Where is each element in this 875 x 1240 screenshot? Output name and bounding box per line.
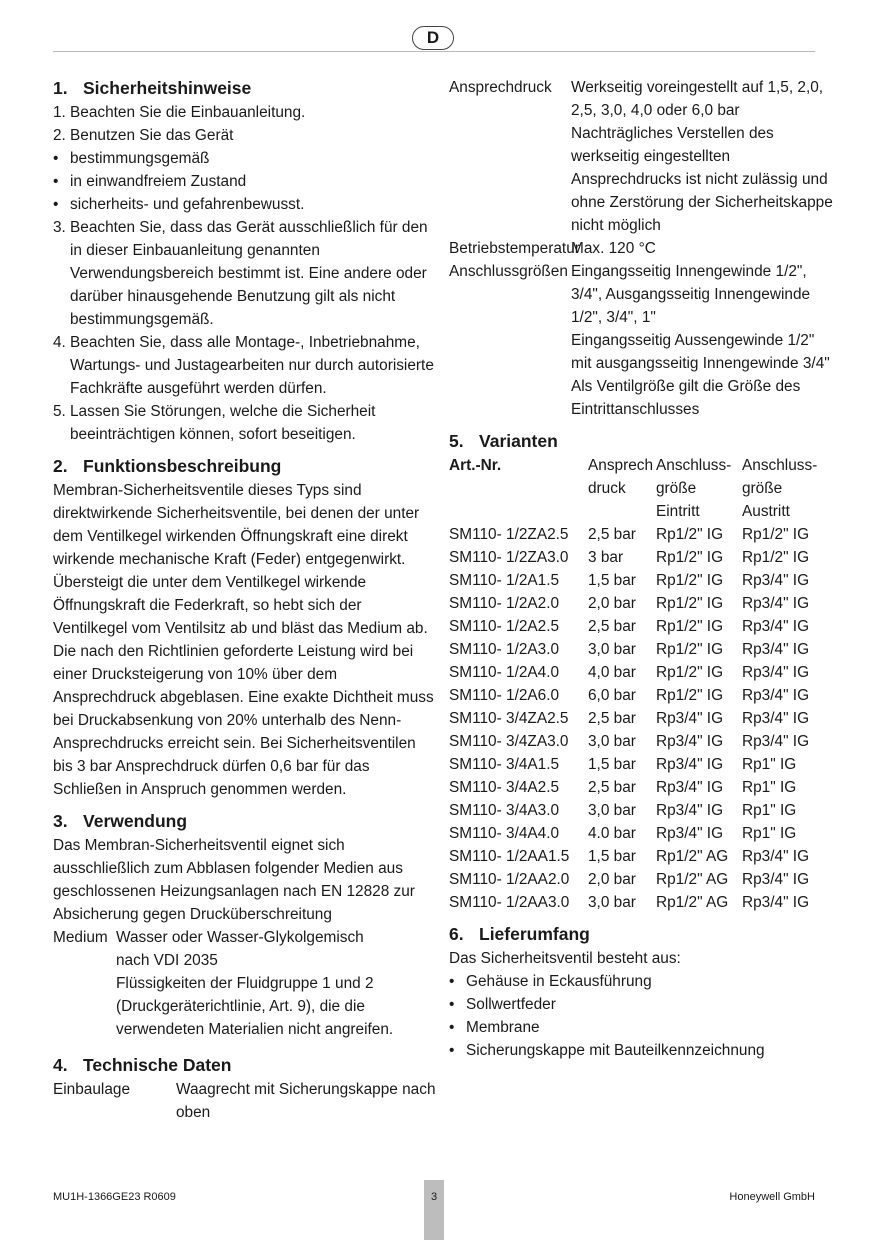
safety-list — [53, 101, 438, 446]
variants-table — [449, 454, 832, 914]
table-cell: Rp1" IG — [742, 779, 797, 796]
temperature-label: Betriebstemperatur — [449, 240, 580, 257]
table-cell: Rp1/2" IG — [656, 572, 724, 589]
table-cell: Rp1/2" IG — [656, 526, 724, 543]
table-cell: 3,0 bar — [588, 802, 636, 819]
table-cell: Rp3/4" IG — [742, 664, 810, 681]
function-text: Membran-Sicherheitsventile dieses Typs sind direktwirkende Sicherheitsventile, bei denen der unter dem Ventilkegel wirkenden Öffnungskraft eine direkt wirkende mechanische Kraft (Feder) entgegenwirkt. Übersteigt die unter dem Ventilkegel wirkende Öffnungskraft die Federkraft, so hebt sich der Ventilkegel vom Ventilsitz ab und bläst das Medium ab. Die nach den Richtlinien geforderte Leistung wird bei einer Drucksteigerung von 10% über dem Ansprechdruck abgeblasen. Eine exakte Dichtheit muss bei Druckabsenkung von 20% unterhalb des Nenn-Ansprechdrucks erreicht sein. Bei Sicherheitsventilen bis 3 bar Ansprechdruck dürfen 0,6 bar für das Schließen in Anspruch genommen werden. — [53, 482, 434, 798]
list-text: in einwandfreiem Zustand — [70, 173, 247, 190]
table-cell: SM110- 1/2A2.0 — [449, 595, 560, 612]
left-column — [53, 76, 438, 1132]
table-row — [449, 891, 832, 914]
table-row — [449, 569, 832, 592]
anschluss-row — [449, 260, 839, 421]
list-marker: 3. — [53, 219, 66, 236]
table-cell: Rp3/4" IG — [656, 825, 724, 842]
table-cell: Rp3/4" IG — [742, 710, 810, 727]
table-cell: Rp1" IG — [742, 756, 797, 773]
header-rule — [53, 51, 815, 52]
section-heading: 3. Verwendung — [53, 811, 188, 831]
table-cell: Rp1" IG — [742, 802, 797, 819]
section-safety — [53, 76, 438, 446]
table-cell: SM110- 1/2AA2.0 — [449, 871, 570, 888]
table-row — [449, 868, 832, 891]
table-cell: SM110- 3/4A4.0 — [449, 825, 560, 842]
list-item — [449, 1039, 839, 1062]
table-cell: SM110- 1/2A2.5 — [449, 618, 560, 635]
table-cell: Rp3/4" IG — [742, 894, 810, 911]
table-row — [449, 799, 832, 822]
table-cell: Rp3/4" IG — [742, 595, 810, 612]
section-heading: 4. Technische Daten — [53, 1055, 232, 1075]
table-cell: Rp1/2" IG — [656, 618, 724, 635]
table-cell: SM110- 3/4A1.5 — [449, 756, 560, 773]
table-cell: 3,0 bar — [588, 894, 636, 911]
table-cell: SM110- 1/2A3.0 — [449, 641, 560, 658]
list-item — [449, 970, 839, 993]
list-text: Beachten Sie, dass das Gerät ausschließlich für den in dieser Einbauanleitung genannten Verwendungsbereich bestimmt ist. Eine andere oder darüber hinausgehende Benutzung gilt als nicht bestimmungsgemäß. — [70, 219, 428, 328]
list-item — [53, 331, 438, 400]
section-delivery — [449, 922, 839, 1062]
table-cell: Rp1/2" IG — [656, 595, 724, 612]
section-heading: 5. Varianten — [449, 431, 558, 451]
table-cell: 2,5 bar — [588, 526, 636, 543]
table-cell: 2,0 bar — [588, 871, 636, 888]
table-row — [449, 730, 832, 753]
table-cell: SM110- 3/4ZA2.5 — [449, 710, 569, 727]
list-marker: 1. — [53, 104, 66, 121]
table-cell: Rp1/2" IG — [656, 549, 724, 566]
section-tech-data — [53, 1053, 438, 1124]
temperature-value: Max. 120 °C — [571, 240, 656, 257]
table-cell: Rp3/4" IG — [656, 756, 724, 773]
usage-text: Das Membran-Sicherheitsventil eignet sich ausschließlich zum Abblasen folgender Medien aus geschlossenen Heizungsanlagen nach EN 12828 zur Absicherung gegen Drucküberschreitung — [53, 837, 415, 923]
table-row — [449, 845, 832, 868]
table-cell: SM110- 1/2ZA2.5 — [449, 526, 569, 543]
table-cell: SM110- 1/2AA3.0 — [449, 894, 570, 911]
page-number: 3 — [430, 1191, 438, 1203]
table-cell: Rp3/4" IG — [742, 641, 810, 658]
table-cell: Rp1/2" IG — [656, 641, 724, 658]
table-cell: 2,5 bar — [588, 779, 636, 796]
section-heading: 6. Lieferumfang — [449, 924, 590, 944]
anschluss-line-2: Eingangsseitig Aussengewinde 1/2" mit ausgangsseitig Innengewinde 3/4" — [571, 332, 830, 372]
table-cell: 2,5 bar — [588, 710, 636, 727]
tech-data-continued — [449, 76, 839, 421]
ansprechdruck-note: Nachträgliches Verstellen des werkseitig eingestellten Ansprechdrucks ist nicht zulässig und ohne Zerstörung der Sicherheitskappe nicht möglich — [571, 125, 833, 234]
anschluss-line-3: Als Ventilgröße gilt die Größe des Eintrittanschlusses — [571, 378, 801, 418]
list-marker: 4. — [53, 334, 66, 351]
table-cell: SM110- 1/2ZA3.0 — [449, 549, 569, 566]
list-text: Sicherungskappe mit Bauteilkennzeichnung — [466, 1042, 765, 1059]
list-item — [53, 101, 438, 124]
table-cell: 2,5 bar — [588, 618, 636, 635]
list-text: Sollwertfeder — [466, 996, 556, 1013]
page-number-tab — [424, 1180, 444, 1240]
list-item — [53, 216, 438, 331]
delivery-list — [449, 970, 839, 1062]
table-cell: Rp3/4" IG — [656, 733, 724, 750]
list-item — [53, 124, 438, 147]
table-row — [449, 523, 832, 546]
section-function — [53, 454, 438, 801]
list-item — [53, 170, 438, 193]
list-item — [449, 993, 839, 1016]
table-cell: Rp3/4" IG — [656, 779, 724, 796]
table-cell: Rp1/2" AG — [656, 894, 729, 911]
list-text: Lassen Sie Störungen, welche die Sicherheit beeinträchtigen können, sofort beseitigen. — [70, 403, 376, 443]
table-cell: Rp1/2" IG — [742, 526, 810, 543]
table-cell: Rp1/2" IG — [742, 549, 810, 566]
ansprechdruck-value: Werkseitig voreingestellt auf 1,5, 2,0, 2,5, 3,0, 4,0 oder 6,0 bar — [571, 79, 824, 119]
ansprechdruck-label: Ansprechdruck — [449, 79, 552, 96]
ansprechdruck-row — [449, 76, 839, 237]
table-cell: 4.0 bar — [588, 825, 636, 842]
footer-doc-id: MU1H-1366GE23 R0609 — [53, 1191, 176, 1203]
section-usage — [53, 809, 438, 1041]
list-text: Beachten Sie, dass alle Montage-, Inbetriebnahme, Wartungs- und Justagearbeiten nur durch autorisierte Fachkräfte ausgeführt werden dürfen. — [70, 334, 434, 397]
table-row — [449, 753, 832, 776]
table-cell: 4,0 bar — [588, 664, 636, 681]
table-cell: 3,0 bar — [588, 733, 636, 750]
list-text: Membrane — [466, 1019, 540, 1036]
einbaulage-label: Einbaulage — [53, 1081, 131, 1098]
table-cell: SM110- 1/2A6.0 — [449, 687, 560, 704]
table-cell: Rp3/4" IG — [742, 871, 810, 888]
table-cell: 1,5 bar — [588, 572, 636, 589]
list-text: Beachten Sie die Einbauanleitung. — [70, 104, 306, 121]
medium-row — [53, 926, 438, 972]
table-cell: Rp3/4" IG — [742, 733, 810, 750]
anschluss-label: Anschlussgrößen — [449, 263, 568, 280]
header-eintritt: Anschluss- größe Eintritt — [656, 457, 732, 520]
table-cell: 1,5 bar — [588, 848, 636, 865]
table-row — [449, 822, 832, 845]
table-cell: 3 bar — [588, 549, 624, 566]
table-row — [449, 638, 832, 661]
table-cell: SM110- 3/4ZA3.0 — [449, 733, 569, 750]
table-cell: 3,0 bar — [588, 641, 636, 658]
list-text: Gehäuse in Eckausführung — [466, 973, 652, 990]
einbaulage-value: Waagrecht mit Sicherungskappe nach oben — [176, 1081, 436, 1121]
table-cell: Rp3/4" IG — [742, 618, 810, 635]
bullet-marker: • — [449, 1042, 455, 1059]
medium-extra: Flüssigkeiten der Fluidgruppe 1 und 2 (Druckgeräterichtlinie, Art. 9), die die verwendeten Materialien nicht angreifen. — [116, 975, 394, 1038]
table-cell: Rp3/4" IG — [656, 802, 724, 819]
medium-label: Medium — [53, 929, 108, 946]
table-row — [449, 615, 832, 638]
table-row — [449, 546, 832, 569]
list-item — [53, 147, 438, 170]
table-cell: Rp1/2" IG — [656, 664, 724, 681]
header-art-nr: Art.-Nr. — [449, 457, 502, 474]
table-row — [449, 776, 832, 799]
list-text: Benutzen Sie das Gerät — [70, 127, 234, 144]
list-marker: • — [53, 196, 59, 213]
list-text: sicherheits- und gefahrenbewusst. — [70, 196, 305, 213]
medium-value: Wasser oder Wasser-Glykolgemisch nach VDI 2035 — [116, 929, 364, 969]
table-cell: Rp3/4" IG — [742, 572, 810, 589]
table-cell: SM110- 3/4A2.5 — [449, 779, 560, 796]
list-item — [449, 1016, 839, 1039]
list-marker: • — [53, 173, 59, 190]
language-badge: D — [412, 26, 454, 50]
table-cell: Rp1/2" IG — [656, 687, 724, 704]
table-cell: SM110- 1/2A1.5 — [449, 572, 560, 589]
table-cell: SM110- 1/2A4.0 — [449, 664, 560, 681]
section-heading: 2. Funktionsbeschreibung — [53, 456, 282, 476]
section-variants — [449, 429, 839, 914]
list-item — [53, 400, 438, 446]
footer-company: Honeywell GmbH — [729, 1191, 815, 1203]
table-cell: Rp1/2" AG — [656, 848, 729, 865]
bullet-marker: • — [449, 1019, 455, 1036]
header-ansprechdruck: Ansprech druck — [588, 457, 654, 497]
table-header-row — [449, 454, 832, 523]
table-cell: Rp1" IG — [742, 825, 797, 842]
table-cell: 2,0 bar — [588, 595, 636, 612]
table-cell: 6,0 bar — [588, 687, 636, 704]
bullet-marker: • — [449, 996, 455, 1013]
variants-body — [449, 523, 832, 914]
table-row — [449, 661, 832, 684]
list-text: bestimmungsgemäß — [70, 150, 210, 167]
list-item — [53, 193, 438, 216]
anschluss-line-1: Eingangsseitig Innengewinde 1/2", 3/4", Ausgangsseitig Innengewinde 1/2", 3/4", 1" — [571, 263, 811, 326]
table-cell: Rp1/2" AG — [656, 871, 729, 888]
table-cell: 1,5 bar — [588, 756, 636, 773]
delivery-intro: Das Sicherheitsventil besteht aus: — [449, 950, 681, 967]
table-row — [449, 684, 832, 707]
list-marker: 2. — [53, 127, 66, 144]
bullet-marker: • — [449, 973, 455, 990]
header-austritt: Anschluss- größe Austritt — [742, 457, 818, 520]
table-cell: Rp3/4" IG — [742, 687, 810, 704]
temperature-row — [449, 237, 839, 260]
table-cell: SM110- 3/4A3.0 — [449, 802, 560, 819]
einbaulage-row — [53, 1078, 438, 1124]
table-cell: Rp3/4" IG — [742, 848, 810, 865]
table-row — [449, 592, 832, 615]
table-row — [449, 707, 832, 730]
right-column — [449, 76, 839, 1070]
table-cell: SM110- 1/2AA1.5 — [449, 848, 570, 865]
list-marker: 5. — [53, 403, 66, 420]
section-heading: 1. Sicherheitshinweise — [53, 78, 252, 98]
list-marker: • — [53, 150, 59, 167]
table-cell: Rp3/4" IG — [656, 710, 724, 727]
